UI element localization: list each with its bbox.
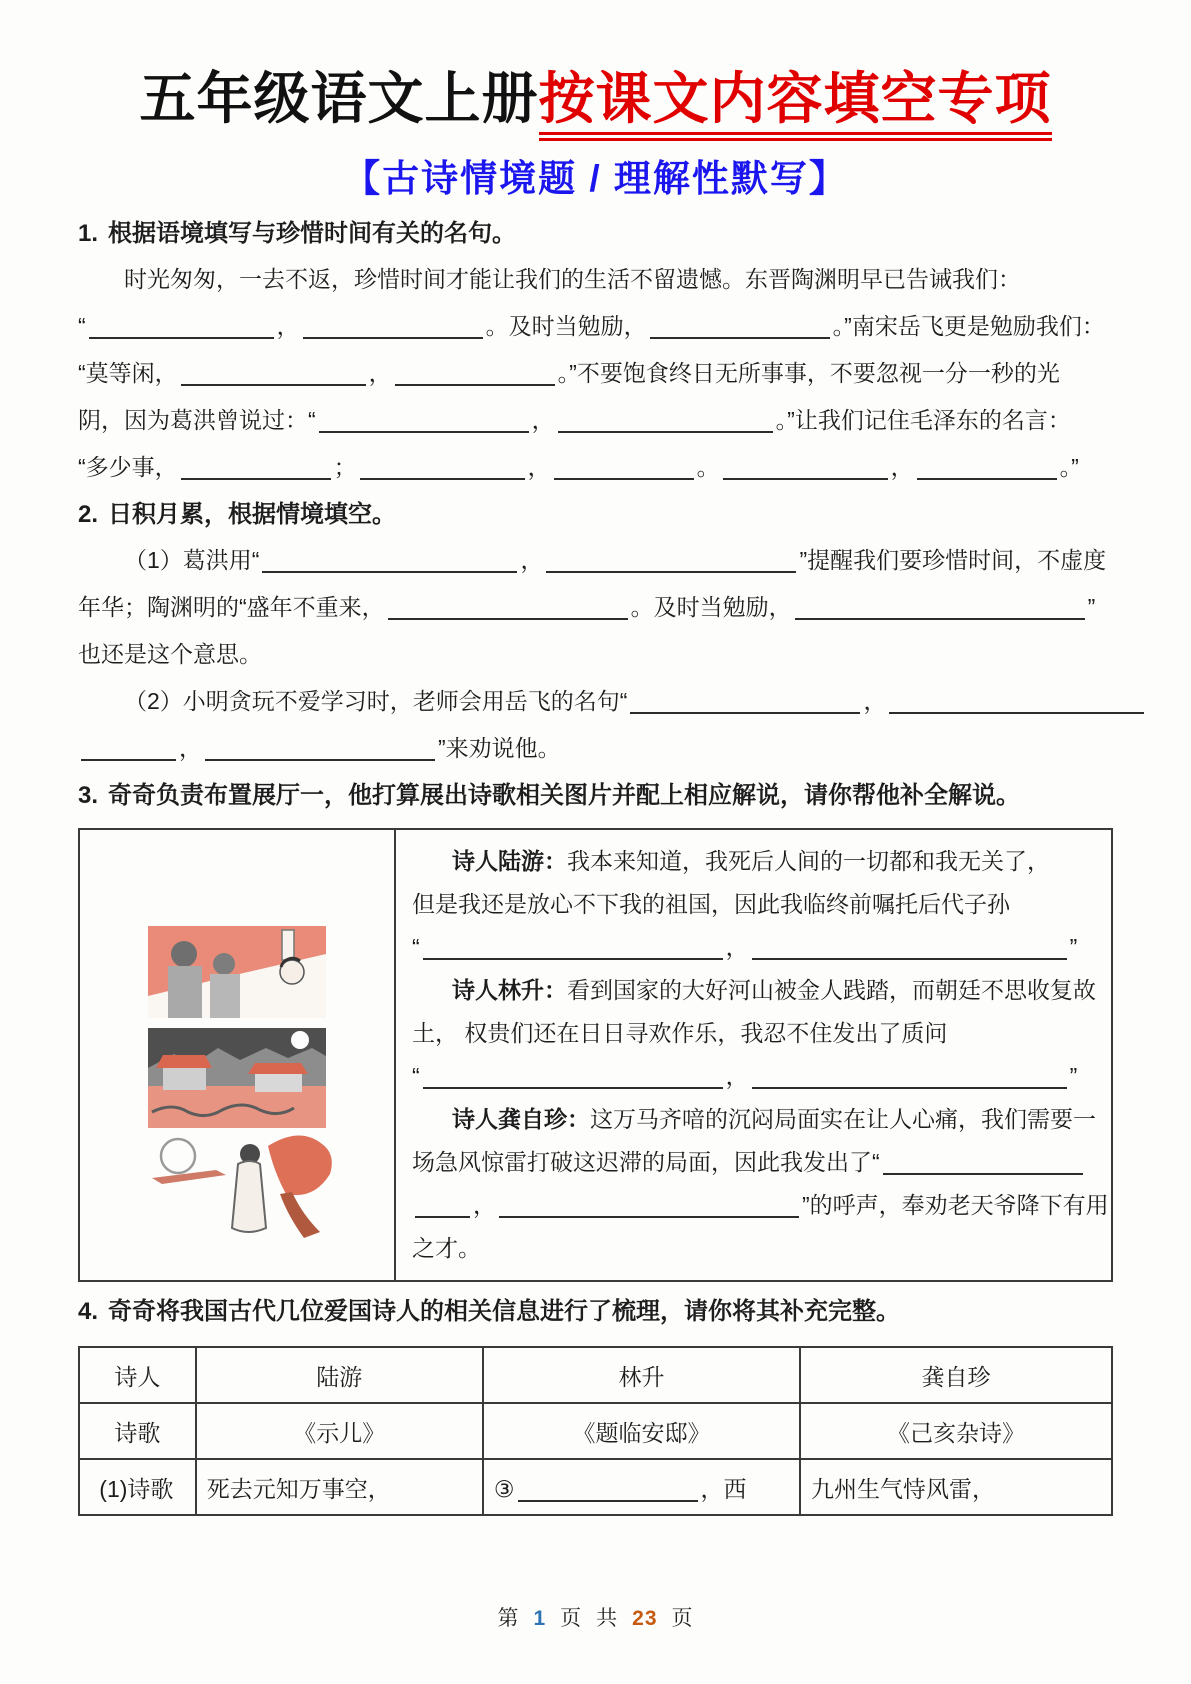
text-segment: 土， 权贵们还在日日寻欢作乐，我忍不住发出了质问 (412, 1020, 948, 1046)
text-segment: ， (725, 1063, 749, 1089)
question-3-heading-text: 奇奇负责布置展厅一，他打算展出诗歌相关图片并配上相应解说，请你帮他补全解说。 (108, 782, 1021, 809)
text-segment: 但是我还是放心不下我的祖国，因此我临终前嘱托后代子孙 (412, 891, 1010, 917)
blank-underline (262, 569, 517, 573)
question-3-number: 3. (78, 782, 99, 809)
question-3-heading (78, 774, 1113, 818)
exhibit-linsheng-line-2 (412, 1012, 1109, 1055)
text-segment: （2）小明贪玩不爱学习时，老师会用岳飞的名句“ (124, 688, 628, 714)
panel-deathbed-scene (148, 926, 326, 1018)
table-cell: 死去元知万事空， (196, 1459, 483, 1515)
exhibit-box (78, 828, 1113, 1282)
question-2-heading (78, 493, 1113, 537)
panel-poet-and-tree-scene (152, 1135, 332, 1238)
text-segment: ， (368, 360, 392, 386)
poetry-illustration (142, 916, 332, 1246)
table-cell: 龚自珍 (800, 1347, 1112, 1403)
blank-underline (303, 335, 483, 339)
text-segment: 年华；陶渊明的“盛年不重来， (78, 594, 385, 620)
text-segment: ， (473, 1192, 496, 1218)
footer-label-di: 第 (497, 1607, 520, 1630)
table-cell: 林升 (483, 1347, 800, 1403)
footer-label-gong: 共 (596, 1607, 619, 1630)
exhibit-luyou-line-2 (412, 883, 1109, 926)
text-segment: （1）葛洪用“ (124, 547, 260, 573)
blank-underline (630, 710, 860, 714)
question-1-heading (78, 212, 1113, 256)
text-segment: ， (179, 735, 202, 761)
exhibit-gongzizhen-line-2 (412, 1141, 1109, 1184)
table-cell: 诗歌 (79, 1403, 196, 1459)
blank-underline (415, 1214, 470, 1218)
blank-underline (723, 476, 888, 480)
exhibit-luyou-blank-line (412, 926, 1109, 969)
question-1-number: 1. (78, 220, 99, 247)
text-segment: ， (531, 407, 555, 433)
text-segment: ” (1069, 934, 1078, 960)
text-segment: 之才。 (412, 1235, 481, 1261)
question-4-heading (78, 1290, 1113, 1334)
blank-underline (650, 335, 830, 339)
blank-underline (752, 956, 1067, 960)
text-segment: ， (725, 934, 749, 960)
blank-underline (181, 476, 331, 480)
q1-line-2 (78, 303, 1113, 350)
blank-underline (395, 382, 555, 386)
text-segment: 我本来知道，我死后人间的一切都和我无关了， (567, 848, 1050, 874)
text-segment: ③ (493, 1475, 515, 1502)
text-segment: 。”不要饱食终日无所事事，不要忽视一分一秒的光 (557, 360, 1060, 386)
exhibit-text-cell (396, 830, 1123, 1280)
text-segment: “ (412, 934, 420, 960)
q1-line-1 (78, 256, 1113, 303)
panel-night-city-scene (148, 1028, 326, 1128)
question-2-number: 2. (78, 501, 99, 528)
text-segment: ” (1069, 1063, 1078, 1089)
exhibit-gongzizhen-line-4 (412, 1227, 1109, 1270)
footer-total-pages: 23 (632, 1607, 658, 1630)
blank-underline (554, 476, 694, 480)
q1-line-5 (78, 444, 1113, 491)
text-segment: ， (276, 313, 300, 339)
q1-line-3 (78, 350, 1113, 397)
table-cell: 《示儿》 (196, 1403, 483, 1459)
text-segment: 。”让我们记住毛泽东的名言： (775, 407, 1071, 433)
text-segment: 场急风惊雷打破这迟滞的局面，因此我发出了“ (412, 1149, 880, 1175)
q2-line-2 (78, 584, 1113, 631)
text-segment: ”的呼声，奉劝老天爷降下有用 (802, 1192, 1109, 1218)
text-segment: ，西 (700, 1475, 747, 1502)
blank-underline (181, 382, 366, 386)
text-segment: 诗人陆游： (452, 848, 567, 874)
table-cell: 九州生气恃风雷， (800, 1459, 1112, 1515)
table-cell-with-blank (483, 1459, 800, 1515)
exhibit-gongzizhen-line-1 (412, 1098, 1109, 1141)
blank-underline (499, 1214, 799, 1218)
table-row-poet (79, 1347, 1112, 1403)
table-cell: (1)诗歌 (79, 1459, 196, 1515)
blank-underline (546, 569, 796, 573)
text-segment: “莫等闲， (78, 360, 178, 386)
footer-page-number: 1 (533, 1607, 547, 1630)
page-footer (0, 1602, 1191, 1632)
blank-underline (752, 1085, 1067, 1089)
footer-label-ye-2: 页 (671, 1607, 694, 1630)
exhibit-luyou-line-1 (412, 840, 1109, 883)
text-segment: 时光匆匆，一去不返，珍惜时间才能让我们的生活不留遗憾。东晋陶渊明早已告诫我们： (124, 266, 1021, 292)
text-segment: 诗人龚自珍： (452, 1106, 590, 1132)
text-segment: ”提醒我们要珍惜时间，不虚度 (799, 547, 1107, 573)
table-cell: 《己亥杂诗》 (800, 1403, 1112, 1459)
text-segment: ”来劝说他。 (438, 735, 561, 761)
page-title-red: 按课文内容填空专项 (539, 67, 1052, 141)
q2-line-3 (78, 631, 1113, 678)
text-segment: 。 (696, 454, 720, 480)
table-row-poem-title (79, 1403, 1112, 1459)
page-title-black: 五年级语文上册 (139, 67, 539, 130)
table-cell: 陆游 (196, 1347, 483, 1403)
q1-line-4 (78, 397, 1113, 444)
q2-line-4 (78, 678, 1113, 725)
text-segment: 这万马齐喑的沉闷局面实在让人心痛，我们需要一 (590, 1106, 1096, 1132)
blank-underline (423, 1085, 723, 1089)
blank-underline (795, 616, 1085, 620)
q2-line-5 (78, 725, 1113, 772)
text-segment: “多少事， (78, 454, 178, 480)
text-segment: 。”南宋岳飞更是勉励我们： (832, 313, 1105, 339)
exhibit-gongzizhen-line-3 (412, 1184, 1109, 1227)
blank-underline (917, 476, 1057, 480)
text-segment: 。” (1059, 454, 1079, 480)
text-segment: ， (527, 454, 551, 480)
blank-underline (518, 1498, 698, 1502)
blank-underline (81, 757, 176, 761)
question-2-heading-text: 日积月累，根据情境填空。 (108, 501, 397, 528)
table-cell: 《题临安邸》 (483, 1403, 800, 1459)
blank-underline (205, 757, 435, 761)
text-segment: ， (863, 688, 887, 714)
text-segment: 。及时当勉励， (485, 313, 647, 339)
exhibit-illustration-cell (80, 830, 396, 1280)
text-segment: ， (520, 547, 544, 573)
text-segment: 也还是这个意思。 (78, 641, 262, 667)
text-segment: “ (78, 313, 86, 339)
page-subtitle: 【古诗情境题 / 理解性默写】 (343, 158, 848, 199)
blank-underline (89, 335, 274, 339)
question-4-number: 4. (78, 1298, 99, 1325)
blank-underline (558, 429, 773, 433)
page-title (78, 64, 1113, 134)
exhibit-linsheng-line-1 (412, 969, 1109, 1012)
text-segment: ， (890, 454, 914, 480)
poets-table (78, 1346, 1113, 1516)
text-segment: 看到国家的大好河山被金人践踏，而朝廷不思收复故 (567, 977, 1096, 1003)
blank-underline (889, 710, 1144, 714)
text-segment: “ (412, 1063, 420, 1089)
table-row-poem-line-1 (79, 1459, 1112, 1515)
blank-underline (423, 956, 723, 960)
text-segment: 。及时当勉励， (630, 594, 792, 620)
text-segment: 阴，因为葛洪曾说过：“ (78, 407, 316, 433)
blank-underline (883, 1171, 1083, 1175)
blank-underline (360, 476, 525, 480)
question-4-heading-text: 奇奇将我国古代几位爱国诗人的相关信息进行了梳理，请你将其补充完整。 (108, 1298, 901, 1325)
question-1-heading-text: 根据语境填写与珍惜时间有关的名句。 (108, 220, 517, 247)
text-segment: ” (1087, 594, 1096, 620)
blank-underline (319, 429, 529, 433)
text-segment: ； (333, 454, 357, 480)
blank-underline (388, 616, 628, 620)
footer-label-ye: 页 (560, 1607, 583, 1630)
text-segment: 诗人林升： (452, 977, 567, 1003)
table-cell: 诗人 (79, 1347, 196, 1403)
exhibit-linsheng-blank-line (412, 1055, 1109, 1098)
q2-line-1 (78, 537, 1113, 584)
